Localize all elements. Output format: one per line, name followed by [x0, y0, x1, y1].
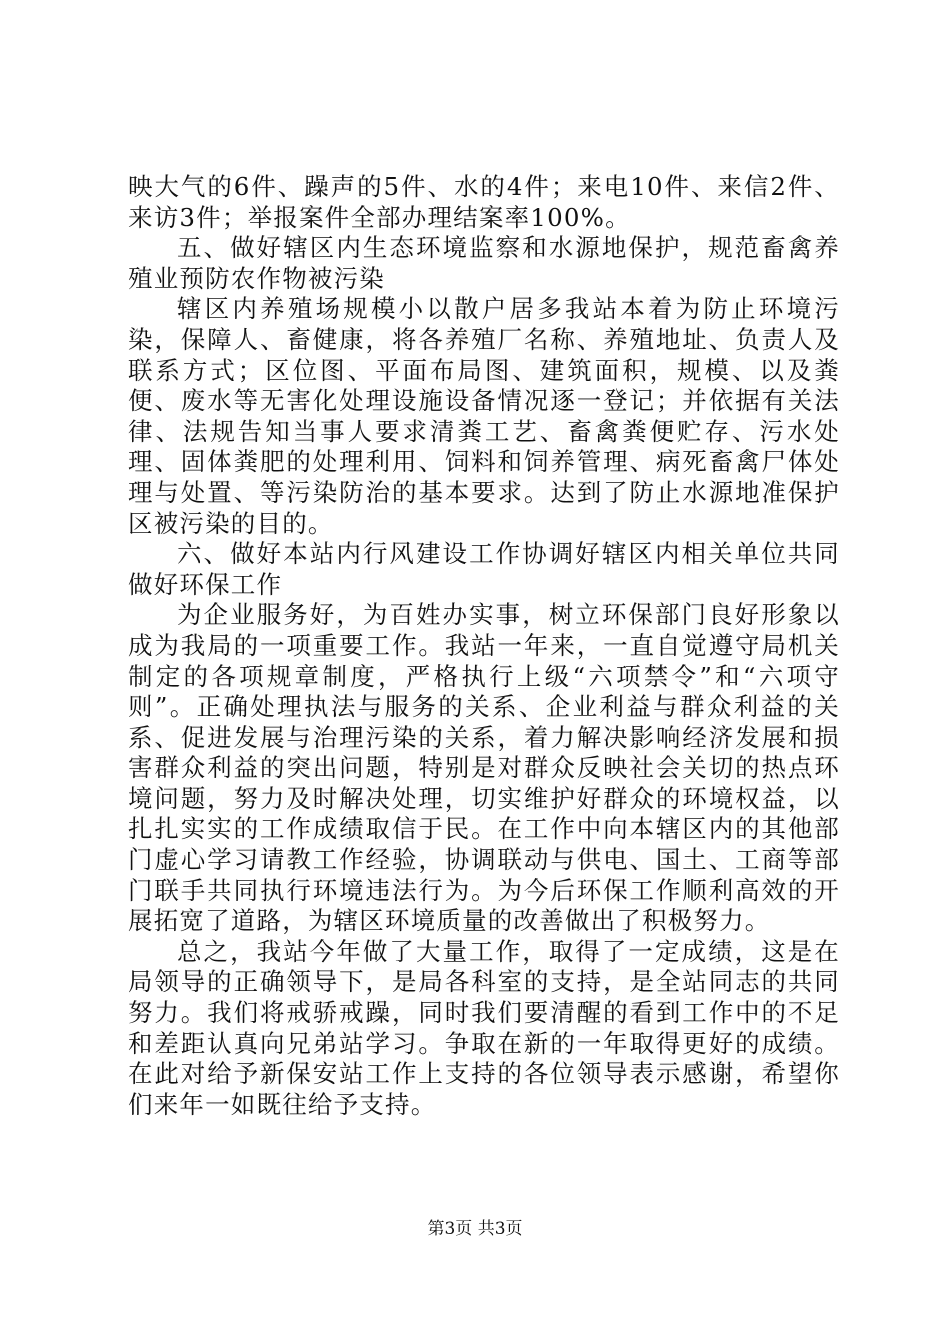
paragraph-conduct-work: 为企业服务好，为百姓办实事，树立环保部门良好形象以成为我局的一项重要工作。我站一年来，一直自觉遵守局机关制定的各项规章制度，严格执行上级“六项禁令”和“六项守则”。正确处理执法与服务的关系、企业利益与群众利益的关系、促进发展与治理污染的关系，着力解决影响经济发展和损害群众利益的突出问题，特别是对群众反映社会关切的热点环境问题，努力及时解决处理，切实维护好群众的环境权益，以扎扎实实的工作成绩取信于民。在工作中向本辖区内的其他部门虚心学习请教工作经验，协调联动与供电、国土、工商等部门联手共同执行环境违法行为。为今后环保工作顺利高效的开展拓宽了道路，为辖区环境质量的改善做出了积极努力。: [128, 600, 840, 936]
document-body: [128, 172, 840, 1120]
section-heading-six: 六、做好本站内行风建设工作协调好辖区内相关单位共同做好环保工作: [128, 539, 840, 599]
paragraph-continuation: 映大气的6件、躁声的5件、水的4件；来电10件、来信2件、来访3件；举报案件全部办理结案率100%。: [128, 172, 840, 232]
section-heading-five: 五、做好辖区内生态环境监察和水源地保护，规范畜禽养殖业预防农作物被污染: [128, 233, 840, 293]
paragraph-livestock-registration: 辖区内养殖场规模小以散户居多我站本着为防止环境污染，保障人、畜健康，将各养殖厂名称、养殖地址、负责人及联系方式；区位图、平面布局图、建筑面积，规模、以及粪便、废水等无害化处理设施设备情况逐一登记；并依据有关法律、法规告知当事人要求清粪工艺、畜禽粪便贮存、污水处理、固体粪肥的处理利用、饲料和饲养管理、病死畜禽尸体处理与处置、等污染防治的基本要求。达到了防止水源地准保护区被污染的目的。: [128, 294, 840, 538]
page-number-footer: 第3页 共3页: [427, 1219, 523, 1239]
paragraph-conclusion: 总之，我站今年做了大量工作，取得了一定成绩，这是在局领导的正确领导下，是局各科室的支持，是全站同志的共同努力。我们将戒骄戒躁，同时我们要清醒的看到工作中的不足和差距认真向兄弟站学习。争取在新的一年取得更好的成绩。在此对给予新保安站工作上支持的各位领导表示感谢，希望你们来年一如既往给予支持。: [128, 936, 840, 1119]
